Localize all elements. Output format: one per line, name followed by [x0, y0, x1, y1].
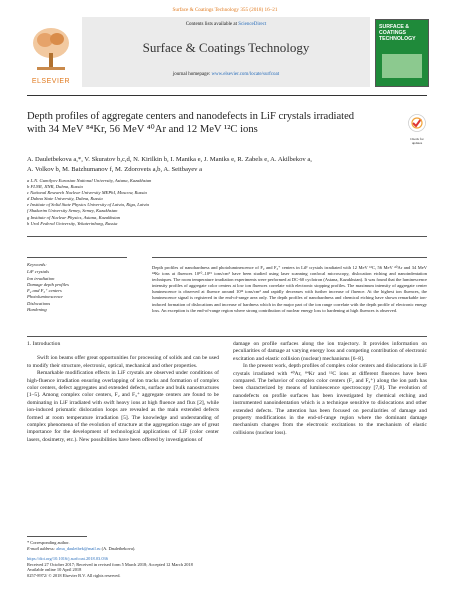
- keywords-label: Keywords:: [27, 262, 47, 267]
- keyword-item: F₂ and F₃⁺ centers: [27, 288, 62, 294]
- column-right: [233, 341, 427, 437]
- crossmark-icon: [408, 114, 426, 132]
- header-box: [82, 17, 370, 87]
- abstract: [152, 265, 427, 314]
- paragraph: In the present work, depth profiles of complex color centers and dislocations in LiF crystals irradiated with ⁴⁰Ar, ⁸⁴Kr and ¹²C ions at different fluences have been compared. The behavior of complex color centers (F₂ and F₃⁺) along the ion path has been characterized by means of luminescence spectroscopy [7,8]. The evolution of nanodefects on profile surfaces has been investigated by chemical etching and instrumented nanoindentation which is a technique sensitive to dislocations and other extended defects. The attention has been focused on peculiarities of damage and property modifications in the end-of-range region where the dominant damage mechanism changes from the electronic excitations to the mechanism of elastic collisions (nuclear loss).: [233, 363, 427, 436]
- homepage-label: journal homepage:: [172, 72, 212, 77]
- sciencedirect-link[interactable]: ScienceDirect: [238, 22, 267, 27]
- article-title: [27, 110, 397, 136]
- contents-prefix: Contents lists available at: [185, 22, 239, 27]
- journal-reference: Surface & Coatings Technology 355 (2018) 16–21: [172, 7, 278, 13]
- paragraph: damage on profile surfaces along the ion trajectory. It provides information on peculiarities of damage at varying energy loss and competing contribution of electronic excitation and elastic collision (nuclear) mechanisms [6–8].: [233, 341, 427, 362]
- affiliation-item: b FLNR, JINR, Dubna, Russia: [27, 184, 83, 190]
- crossmark-label: Check for updates: [410, 137, 424, 145]
- doi-link[interactable]: https://doi.org/10.1016/j.surfcoat.2018.03.036: [27, 556, 108, 562]
- cover-graphic: [382, 54, 422, 78]
- keyword-item: Dislocations: [27, 300, 51, 306]
- online-line: Available online 10 April 2018: [27, 567, 82, 573]
- affiliation-item: h Ural Federal University, Yekaterinburg, Russia: [27, 220, 118, 226]
- cover-title: SURFACE & COATINGS TECHNOLOGY: [379, 24, 416, 42]
- authors-line-1: A. Dauletbekova a,*, V. Skuratov b,c,d, N. Kirilkin b, I. Manika e, J. Maniks e, R. Zabels e, A. Akilbekov a,: [27, 156, 312, 163]
- affiliation-item: d Dubna State University, Dubna, Russia: [27, 196, 103, 202]
- paragraph: Swift ion beams offer great opportunities for processing of solids and can be used to modify their structure, electronic, optical, mechanical and other properties.: [27, 355, 219, 369]
- abstract-text: Depth profiles of nanohardness and photoluminescence of F₂ and F₃⁺ centers in LiF crystals irradiated with 12 MeV ¹²C, 56 MeV ⁴⁰Ar and 34 MeV ⁸⁴Kr ions at fluences 10¹⁰–10¹⁵ ions/cm² have been studied using laser scanning confocal microscopy, dislocation etching and nanoindentation techniques. The room temperature irradiation experiments were performed at DC-60 cyclotron (Astana, Kazakhstan). It was found that the luminescence intensity profiles of aggregate color centers at low ion fluences correlate with electronic stopping profiles. The maximum intensity of aggregate center luminescence is observed at fluence around 10¹³ ions/cm² and rapidly decreases with further increase of fluence. At the highest ion fluences, the luminescence signal is registered in the end-of-range area only. The depth profiles of nanohardness and chemical etching have shown remarkable ion-induced formation of dislocations and increase of hardness which in the major part of the ion range correlate with the depth profile of electronic energy loss. An exception is the end-of-range region where strong contribution of nuclear energy loss to hardening at high fluences is observed.: [152, 265, 427, 313]
- title-line-1: Depth profiles of aggregate centers and nanodefects in LiF crystals irradiated: [27, 111, 355, 122]
- affiliation-item: g Institute of Nuclear Physics, Astana, Kazakhstan: [27, 214, 121, 220]
- contents-line: [82, 22, 370, 28]
- keyword-item: Ion irradiation: [27, 275, 55, 281]
- section-heading: 1. Introduction: [27, 341, 61, 347]
- crossmark-badge[interactable]: [406, 114, 428, 145]
- affiliation-item: a L.N. Gumilyov Eurasian National University, Astana, Kazakhstan: [27, 178, 152, 183]
- copyright-line: 0257-8972/ © 2018 Elsevier B.V. All rights reserved.: [27, 572, 121, 578]
- journal-title: Surface & Coatings Technology: [142, 40, 310, 55]
- keyword-item: Hardening: [27, 307, 47, 313]
- email-link[interactable]: alma_dauletbek@mail.ru: [56, 545, 101, 551]
- elsevier-logo: [27, 23, 75, 83]
- paragraph: Remarkable modification effects in LiF crystals are observed under conditions of high-fluence irradiation ensuring overlapping of ion tracks and formation of complex color centers, defect aggregates and extended defects, surface and bulk nanostructures [1–5]. Among complex color centers, F₂ and F₃⁺ aggregate centers are found to be dominating in LiF irradiated with swift heavy ions at high fluence and flux [2], while ion-induced prismatic dislocation loops are revealed as the main extended defects formed at room temperature irradiation [5]. The knowledge and understanding of complex phenomena of the evolution of structure at the aggregation stage are of great importance for the development of technological applications of LiF (color center lasers, dosimetry, etc.). New possibilities have been offered by investigations of: [27, 370, 219, 443]
- affiliation-item: f Shakarim University Semey, Semey, Kazakhstan: [27, 208, 118, 214]
- publisher-name: ELSEVIER: [31, 78, 71, 85]
- keyword-item: LiF crystals: [27, 269, 50, 275]
- keyword-item: Photoluminescence: [27, 294, 63, 300]
- affiliation-item: c National Research Nuclear University MEPhI, Moscow, Russia: [27, 190, 147, 196]
- elsevier-tree-icon: [27, 23, 75, 73]
- journal-cover: [375, 19, 429, 87]
- email-label: E-mail address:: [27, 545, 57, 551]
- title-line-2: with 34 MeV ⁸⁴Kr, 56 MeV ⁴⁰Ar and 12 MeV ¹²C ions: [27, 124, 258, 135]
- affiliation-item: e Institute of Solid State Physics University of Latvia, Riga, Latvia: [27, 202, 149, 208]
- homepage-line: [82, 72, 370, 78]
- homepage-link[interactable]: www.elsevier.com/locate/surfcoat: [211, 72, 280, 77]
- affiliations: [27, 178, 327, 227]
- authors-line-2: A. Volkov b, M. Baizhumanov f, M. Zdorovets a,b, A. Seitbayev a: [27, 165, 203, 173]
- journal-header: [27, 17, 427, 93]
- keywords-block: [27, 262, 127, 313]
- corresponding-author: * Corresponding author.: [27, 540, 70, 545]
- email-tail: (A. Dauletbekova).: [100, 545, 136, 551]
- keyword-item: Damage depth profiles: [27, 281, 69, 287]
- footnote: [27, 540, 427, 579]
- received-line: Received 27 October 2017; Received in revised form 5 March 2018; Accepted 12 March 2018: [27, 561, 193, 567]
- authors: [27, 155, 427, 174]
- column-left: [27, 341, 219, 444]
